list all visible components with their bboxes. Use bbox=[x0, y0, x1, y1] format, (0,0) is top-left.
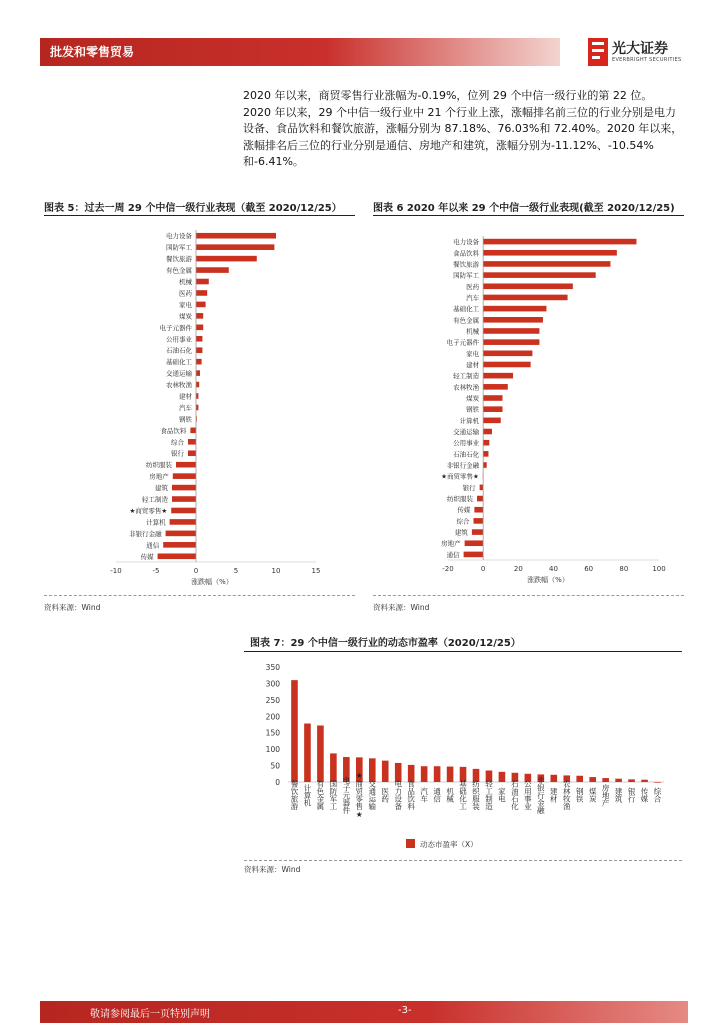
chart7-category-label: 非银行金融 bbox=[536, 776, 546, 814]
chart5-category-label: 餐饮旅游 bbox=[166, 255, 192, 264]
chart6-bar bbox=[472, 529, 483, 535]
chart7-category-label: 家电 bbox=[497, 787, 507, 803]
chart7-bar bbox=[421, 766, 428, 782]
chart6-x-tick: 100 bbox=[652, 565, 666, 573]
chart5-bar bbox=[166, 531, 196, 537]
chart7-bar bbox=[576, 776, 583, 782]
chart5-category-label: 电力设备 bbox=[166, 232, 192, 241]
chart5-title: 图表 5：过去一周 29 个中信一级行业表现（截至 2020/12/25） bbox=[44, 203, 342, 214]
chart5-category-label: 食品饮料 bbox=[160, 426, 187, 435]
chart7-category-label: 医药 bbox=[380, 787, 390, 803]
chart7-category-label: 房地产 bbox=[601, 783, 611, 807]
chart6-category-label: 国防军工 bbox=[453, 271, 480, 280]
chart5-category-label: ★商贸零售★ bbox=[129, 506, 168, 515]
chart6-category-label: 医药 bbox=[466, 282, 480, 291]
chart7-y-tick: 300 bbox=[265, 679, 280, 689]
chart5-bar bbox=[163, 542, 196, 548]
chart5-x-tick: 0 bbox=[193, 567, 199, 575]
chart7-category-label: 纺织服装 bbox=[471, 780, 481, 810]
chart6-bar bbox=[464, 552, 484, 558]
chart7-y-tick: 100 bbox=[265, 745, 280, 755]
chart7-category-label: 钢铁 bbox=[575, 787, 585, 803]
chart6-category-label: 餐饮旅游 bbox=[453, 260, 480, 269]
chart7 bbox=[244, 655, 684, 855]
chart5-bar bbox=[176, 462, 196, 468]
chart6-x-tick: 40 bbox=[549, 565, 558, 573]
logo-name: 光大证券 bbox=[612, 41, 668, 57]
chart7-category-label: 电子元器件 bbox=[341, 776, 351, 814]
chart7-category-label: 综合 bbox=[653, 787, 663, 803]
chart5-category-label: 通信 bbox=[146, 541, 160, 550]
chart5-rule bbox=[44, 215, 355, 216]
chart5-bar bbox=[196, 244, 274, 250]
chart5-bar bbox=[196, 325, 203, 331]
chart7-category-label: 交通运输 bbox=[367, 780, 377, 810]
chart7-category-label: 建筑 bbox=[614, 787, 624, 803]
chart5-x-tick: 15 bbox=[311, 567, 321, 575]
logo bbox=[588, 36, 688, 70]
chart5-x-tick: -10 bbox=[110, 567, 122, 575]
chart5-source: 资料来源：Wind bbox=[44, 603, 101, 612]
chart7-category-label: 电力设备 bbox=[393, 780, 403, 810]
chart7-y-tick: 350 bbox=[265, 663, 280, 672]
chart5-bar bbox=[171, 508, 196, 514]
intro-para-1: 2020 年以来，商贸零售行业涨幅为-0.19%，位列 29 个中信一级行业的第 22 位。 bbox=[243, 89, 653, 102]
chart6-bar bbox=[483, 261, 610, 267]
chart6-category-label: 建材 bbox=[466, 360, 480, 369]
chart6-category-label: 轻工制造 bbox=[453, 372, 480, 381]
chart5-category-label: 电子元器件 bbox=[159, 323, 192, 332]
chart6-category-label: 公用事业 bbox=[453, 439, 480, 448]
chart5-bar bbox=[196, 279, 209, 285]
chart7-category-label: 轻工制造 bbox=[484, 780, 494, 810]
chart6-bar bbox=[483, 406, 502, 412]
chart5-x-tick: 10 bbox=[271, 567, 281, 575]
chart6-source-rule bbox=[373, 595, 684, 596]
chart5-category-label: 计算机 bbox=[146, 518, 166, 527]
chart6-x-tick: 60 bbox=[584, 565, 594, 573]
chart5-category-label: 银行 bbox=[171, 449, 184, 458]
chart5-bar bbox=[172, 485, 196, 491]
chart7-category-label: 传媒 bbox=[640, 787, 650, 803]
chart6-category-label: 汽车 bbox=[466, 293, 480, 302]
chart6-rule bbox=[373, 215, 684, 216]
footer-text: 敬请参阅最后一页特别声明 bbox=[90, 1009, 210, 1020]
chart6-bar bbox=[483, 283, 573, 289]
chart5-bar bbox=[196, 336, 202, 342]
chart6-bar bbox=[477, 496, 483, 502]
chart6-category-label: 建筑 bbox=[454, 528, 468, 537]
chart5-category-label: 家电 bbox=[179, 300, 192, 309]
chart7-category-label: 国防军工 bbox=[328, 780, 338, 810]
chart5-category-label: 汽车 bbox=[179, 403, 192, 412]
chart6-category-label: 机械 bbox=[466, 327, 480, 336]
chart7-category-label: 公用事业 bbox=[523, 780, 533, 810]
chart7-bar bbox=[382, 761, 389, 782]
chart6-category-label: 传媒 bbox=[457, 506, 471, 515]
chart6-bar bbox=[483, 429, 492, 435]
chart6-category-label: 房地产 bbox=[441, 539, 461, 548]
chart7-category-label: ★商贸零售★ bbox=[354, 771, 364, 819]
chart7-category-label: 建材 bbox=[549, 787, 559, 803]
chart6-category-label: 煤炭 bbox=[466, 394, 480, 403]
chart7-category-label: 汽车 bbox=[419, 787, 429, 803]
logo-icon bbox=[588, 38, 608, 66]
chart6-category-label: 通信 bbox=[446, 550, 460, 559]
chart7-category-label: 有色金属 bbox=[315, 780, 325, 810]
chart7-y-tick: 0 bbox=[275, 778, 280, 787]
chart7-bar bbox=[641, 780, 648, 782]
chart5-bar bbox=[196, 267, 229, 273]
chart5-x-tick: 5 bbox=[233, 567, 239, 575]
chart7-bar bbox=[550, 775, 557, 782]
chart6-bar bbox=[483, 351, 532, 357]
chart5-bar bbox=[196, 302, 206, 308]
chart6-category-label: 有色金属 bbox=[453, 316, 480, 325]
chart5-bar bbox=[158, 553, 196, 559]
chart7-y-tick: 150 bbox=[265, 728, 280, 738]
chart6-category-label: 石油石化 bbox=[453, 450, 480, 459]
chart5-category-label: 医药 bbox=[179, 289, 192, 298]
chart5-category-label: 综合 bbox=[171, 438, 184, 447]
chart5 bbox=[44, 218, 355, 588]
chart5-category-label: 基础化工 bbox=[166, 358, 192, 367]
chart5-bar bbox=[170, 519, 196, 525]
chart5-category-label: 建筑 bbox=[155, 484, 168, 493]
chart7-category-label: 银行 bbox=[627, 787, 637, 803]
chart6-bar bbox=[483, 239, 636, 245]
chart6-bar bbox=[483, 250, 617, 256]
chart7-category-label: 基础化工 bbox=[458, 780, 468, 810]
chart5-bar bbox=[196, 256, 257, 262]
chart5-category-label: 房地产 bbox=[149, 472, 169, 481]
chart5-bar bbox=[196, 290, 207, 296]
intro-para-2: 2020 年以来，29 个中信一级行业中 21 个行业上涨，涨幅排名前三位的行业分别是电力设备、食品饮料和餐饮旅游，涨幅分别为 87.18%、76.03%和 72.40%。2020 年以来，涨幅排名后三位的行业分别是通信、房地产和建筑，涨幅分别为-11.12%、-10.54%和-6.41%。 bbox=[243, 105, 683, 168]
chart5-bar bbox=[196, 347, 202, 353]
chart7-source: 资料来源：Wind bbox=[244, 865, 301, 874]
chart7-bar bbox=[369, 758, 376, 782]
page-number: -3- bbox=[398, 1005, 412, 1016]
chart7-bar bbox=[602, 778, 609, 782]
chart5-bar bbox=[173, 473, 196, 479]
chart7-bar bbox=[434, 766, 441, 782]
chart7-category-label: 石油石化 bbox=[510, 780, 520, 810]
chart5-category-label: 公用事业 bbox=[166, 335, 192, 344]
chart7-source-rule bbox=[244, 860, 682, 861]
chart5-bar bbox=[196, 370, 200, 376]
chart7-y-tick: 50 bbox=[270, 761, 280, 771]
chart6-source: 资料来源：Wind bbox=[373, 603, 430, 612]
chart7-category-label: 计算机 bbox=[302, 783, 312, 807]
chart7-bar bbox=[499, 772, 506, 782]
chart5-category-label: 石油石化 bbox=[166, 346, 192, 355]
logo-sub: EVERBRIGHT SECURITIES bbox=[612, 57, 682, 63]
chart5-category-label: 建材 bbox=[179, 392, 192, 401]
chart5-bar bbox=[188, 450, 196, 456]
chart7-y-tick: 250 bbox=[265, 695, 280, 705]
chart6-bar bbox=[480, 485, 484, 491]
chart7-bar bbox=[654, 782, 661, 783]
chart6-bar bbox=[483, 328, 539, 334]
section-title: 批发和零售贸易 bbox=[50, 45, 135, 59]
chart5-category-label: 轻工制造 bbox=[142, 495, 168, 504]
chart6-bar bbox=[473, 518, 483, 524]
chart6-bar bbox=[465, 540, 484, 546]
chart7-y-tick: 200 bbox=[265, 712, 280, 722]
chart5-bar bbox=[196, 359, 202, 365]
chart7-bar bbox=[589, 777, 596, 782]
chart7-legend-label: 动态市盈率（X） bbox=[420, 840, 478, 849]
chart6-category-label: 电力设备 bbox=[453, 238, 480, 247]
chart6-x-tick: 0 bbox=[480, 565, 486, 573]
chart6-bar bbox=[483, 362, 530, 368]
chart7-category-label: 餐饮旅游 bbox=[289, 780, 299, 810]
chart6-bar bbox=[483, 451, 488, 457]
chart6-bar bbox=[483, 373, 513, 379]
chart6-bar bbox=[483, 306, 546, 312]
chart5-x-tick: -5 bbox=[152, 567, 160, 575]
chart7-bar bbox=[304, 724, 311, 782]
chart6-category-label: 电子元器件 bbox=[446, 338, 480, 347]
chart5-category-label: 煤炭 bbox=[179, 312, 192, 321]
chart6-category-label: 计算机 bbox=[459, 416, 480, 425]
chart7-category-label: 煤炭 bbox=[588, 787, 598, 803]
intro-text bbox=[243, 88, 683, 171]
chart6-category-label: 银行 bbox=[462, 483, 476, 492]
chart6-bar bbox=[483, 339, 539, 345]
chart6-bar bbox=[483, 317, 543, 323]
chart6-category-label: 食品饮料 bbox=[453, 249, 480, 258]
chart5-category-label: 农林牧渔 bbox=[166, 381, 192, 390]
chart6-x-label: 涨跌幅（%） bbox=[527, 576, 569, 584]
chart6-bar bbox=[483, 440, 489, 446]
chart7-legend-swatch bbox=[406, 839, 415, 848]
chart6-category-label: 基础化工 bbox=[453, 305, 480, 314]
chart5-bar bbox=[196, 313, 203, 319]
chart5-bar bbox=[196, 382, 199, 388]
chart6-bar bbox=[483, 395, 502, 401]
chart6-category-label: 钢铁 bbox=[466, 405, 480, 414]
chart5-x-label: 涨跌幅（%） bbox=[191, 578, 233, 586]
chart5-category-label: 非银行金融 bbox=[129, 529, 162, 538]
chart6-title: 图表 6 2020 年以来 29 个中信一级行业表现(截至 2020/12/25) bbox=[373, 203, 675, 214]
chart6-bar bbox=[483, 295, 567, 301]
chart6-category-label: 纺织服装 bbox=[447, 495, 474, 504]
chart6-bar bbox=[474, 507, 483, 513]
chart7-bar bbox=[291, 680, 298, 782]
chart5-bar bbox=[190, 428, 196, 434]
chart6-bar bbox=[483, 462, 487, 468]
chart6-x-tick: 80 bbox=[619, 565, 629, 573]
chart6-category-label: 农林牧渔 bbox=[453, 383, 480, 392]
chart5-category-label: 交通运输 bbox=[166, 369, 192, 378]
chart6 bbox=[373, 218, 684, 588]
chart7-category-label: 机械 bbox=[445, 787, 455, 803]
chart5-category-label: 传媒 bbox=[140, 552, 154, 561]
chart5-bar bbox=[188, 439, 196, 445]
chart5-category-label: 机械 bbox=[179, 278, 192, 287]
chart6-bar bbox=[483, 384, 508, 390]
chart6-category-label: 综合 bbox=[456, 517, 470, 526]
chart5-bar bbox=[196, 233, 276, 239]
chart7-bar bbox=[628, 779, 635, 782]
chart6-bar bbox=[483, 418, 501, 424]
chart7-category-label: 农林牧渔 bbox=[562, 780, 572, 810]
chart6-x-tick: -20 bbox=[442, 565, 454, 573]
chart5-bar bbox=[172, 496, 196, 502]
chart7-bar bbox=[330, 753, 337, 782]
chart5-category-label: 有色金属 bbox=[166, 266, 192, 275]
chart6-bar bbox=[483, 272, 596, 278]
chart7-category-label: 食品饮料 bbox=[406, 780, 416, 810]
chart6-x-tick: 20 bbox=[513, 565, 523, 573]
chart5-category-label: 纺织服装 bbox=[146, 461, 172, 470]
chart7-rule bbox=[244, 651, 682, 652]
chart6-category-label: 交通运输 bbox=[453, 428, 480, 437]
chart7-title: 图表 7：29 个中信一级行业的动态市盈率（2020/12/25） bbox=[250, 638, 521, 649]
chart6-category-label: 非银行金融 bbox=[446, 461, 480, 470]
chart6-category-label: 家电 bbox=[466, 349, 480, 358]
chart7-bar bbox=[447, 767, 454, 782]
chart5-category-label: 钢铁 bbox=[179, 415, 192, 424]
chart5-category-label: 国防军工 bbox=[166, 243, 192, 252]
chart5-source-rule bbox=[44, 595, 355, 596]
chart7-bar bbox=[317, 725, 324, 782]
chart7-category-label: 通信 bbox=[432, 787, 442, 803]
chart7-bar bbox=[615, 779, 622, 782]
chart6-category-label: ★商贸零售★ bbox=[441, 472, 479, 481]
